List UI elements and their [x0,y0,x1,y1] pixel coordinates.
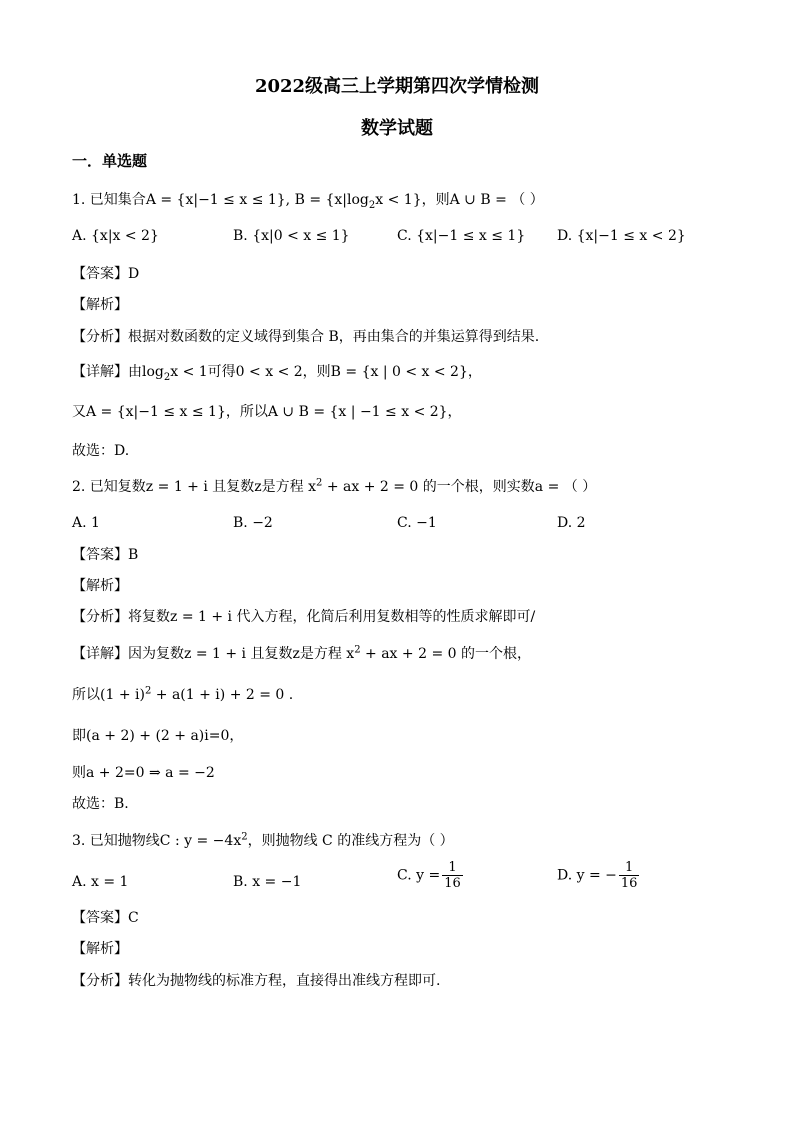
q2-step-3: 则a + 2=0 ⇒ a = −2 [72,765,215,781]
q3-option-b: B. x = −1 [233,874,302,890]
q1-fenxi: 【分析】根据对数函数的定义域得到集合 B，再由集合的并集运算得到结果. [72,329,540,345]
fraction: $\frac{1}{16}$ [620,860,638,891]
q1-union-line: 又A = {x|−1 ≤ x ≤ 1}，所以A ∪ B = {x | −1 ≤ x < 2}， [72,404,462,420]
q1-option-d: D. {x|−1 ≤ x < 2} [557,228,686,244]
q1-xiangjie: 【详解】由$\log_2x < 1$可得0 < x < 2，则B = {x | 0 < x < 2}， [72,364,482,383]
q1-stem: 1. 已知集合A = {x|−1 ≤ x ≤ 1}, $B = \{x|\log_2x < 1\}$，则A ∪ B = （ ） [72,192,544,211]
q2-step-1: 所以$(1 + i)^2 + a(1 + i) + 2 = 0$ . [72,685,294,703]
q3-analysis-label: 【解析】 [72,941,128,957]
q2-analysis-label: 【解析】 [72,578,128,594]
q2-xiangjie: 【详解】因为复数z = 1 + i 且复数z是方程 $x^2$ + ax + 2 = 0 的一个根， [72,644,531,662]
q2-choose: 故选：B. [72,796,129,812]
q3-option-d: D. y = − $\frac{1}{16}$ [557,860,638,891]
q3-option-a: A. x = 1 [72,874,129,890]
section-heading: 一．单选题 [72,152,148,170]
q2-fenxi: 【分析】将复数z = 1 + i 代入方程，化简后利用复数相等的性质求解即可/ [72,609,536,625]
q2-stem: 2. 已知复数z = 1 + i 且复数z是方程 $x^2$ + ax + 2 = 0 的一个根，则实数a = （ ） [72,477,597,495]
q1-analysis-label: 【解析】 [72,297,128,313]
page-title: 2022级高三上学期第四次学情检测 [254,76,540,97]
q1-option-b: B. {x|0 < x ≤ 1} [233,228,350,244]
q2-answer: 【答案】B [72,547,139,563]
q1-option-c: C. {x|−1 ≤ x ≤ 1} [397,228,526,244]
q2-option-d: D. 2 [557,515,586,531]
q2-option-a: A. 1 [72,515,100,531]
q3-fenxi: 【分析】转化为抛物线的标准方程，直接得出准线方程即可. [72,973,441,989]
q2-option-c: C. −1 [397,515,437,531]
q1-answer: 【答案】D [72,266,140,282]
q3-stem: 3. 已知抛物线C : $y = -4x^2$，则抛物线 C 的准线方程为（ ） [72,831,454,849]
q3-option-c: C. y = $\frac{1}{16}$ [397,860,461,891]
q2-option-b: B. −2 [233,515,273,531]
fraction: $\frac{1}{16}$ [444,860,461,891]
page-subtitle: 数学试题 [361,118,433,139]
q1-choose: 故选：D. [72,443,130,459]
q3-answer: 【答案】C [72,910,139,926]
q1-option-a: A. {x|x < 2} [72,228,159,244]
q2-step-2: 即(a + 2) + (2 + a)i=0， [72,728,244,744]
